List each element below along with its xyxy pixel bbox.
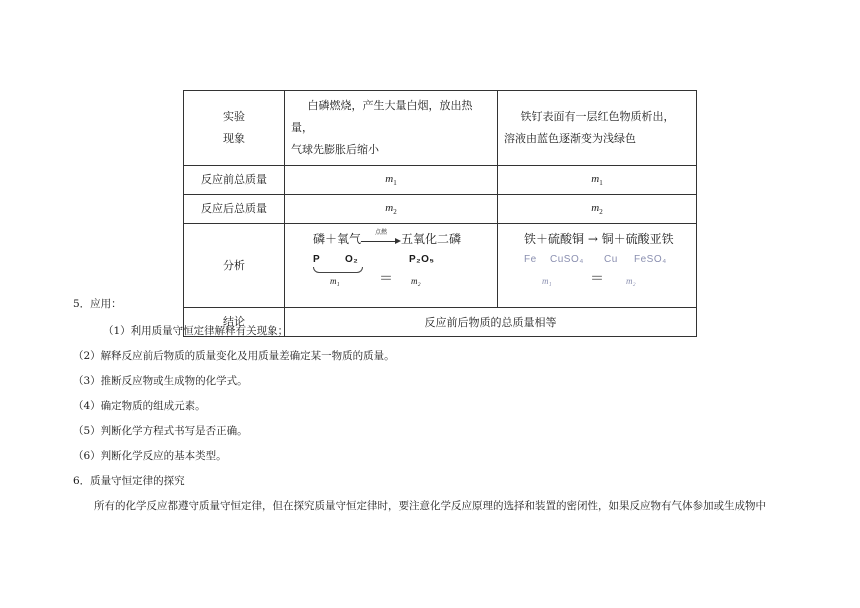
list-item: （3）推断反应物或生成物的化学式。: [73, 375, 248, 387]
analysis-phosphorus: [285, 224, 498, 308]
mass-label-m2: m₂: [626, 276, 636, 286]
formula-p: P: [313, 254, 321, 265]
table-row-phenomenon: [184, 91, 697, 166]
heading-application: 5．应用：: [73, 298, 122, 310]
list-item: （5）判断化学方程式书写是否正确。: [73, 425, 248, 437]
mass-label-m1: m₁: [542, 276, 552, 286]
reaction-arrow: 点燃: [361, 233, 401, 247]
conclusion-text: 反应前后物质的总质量相等: [285, 308, 697, 337]
mass-after-right: $m_2$: [498, 195, 697, 224]
list-item: （2）解释反应前后物质的质量变化及用质量差确定某一物质的质量。: [73, 350, 395, 362]
row-label-conclusion: 结论: [184, 308, 285, 337]
mass-before-left: $m_1$: [285, 166, 498, 195]
row-label-phenomenon: 实验 现象: [184, 91, 285, 166]
phenomenon-phosphorus: 白磷燃烧，产生大量白烟，放出热量， 气球先膨胀后缩小: [285, 91, 498, 166]
row-label-mass-after: 反应后总质量: [184, 195, 285, 224]
table-row-mass-before: [184, 166, 697, 195]
table-row-analysis: [184, 224, 697, 308]
heading-exploration: 6．质量守恒定律的探究: [73, 475, 185, 487]
mass-label-m2: m₂: [411, 276, 421, 286]
analysis-iron: [498, 224, 697, 308]
paragraph-text: 所有的化学反应都遵守质量守恒定律，但在探究质量守恒定律时，要注意化学反应原理的选择和装置的密闭性，如果反应物有气体参加或生成物中: [94, 500, 766, 512]
word-equation-phosphorus: 磷＋氧气 点燃 五氧化二磷: [313, 228, 462, 246]
formula-cuso4: CuSO₄: [550, 254, 584, 265]
formula-feso4: FeSO₄: [634, 254, 667, 265]
word-equation-iron: 铁＋硫酸铜 → 铜＋硫酸亚铁: [524, 232, 674, 246]
experiment-table: [183, 90, 697, 337]
row-label-analysis: 分析: [184, 224, 285, 308]
list-item: （6）判断化学反应的基本类型。: [73, 450, 227, 462]
mass-label-m1: m₁: [330, 276, 340, 286]
table-row-mass-after: [184, 195, 697, 224]
mass-before-right: $m_1$: [498, 166, 697, 195]
phenomenon-iron: 铁钉表面有一层红色物质析出， 溶液由蓝色逐渐变为浅绿色: [498, 91, 697, 166]
formula-p2o5: P₂O₅: [409, 254, 435, 265]
row-label-mass-before: 反应前总质量: [184, 166, 285, 195]
equals-sign: ＝: [379, 271, 393, 287]
formula-cu: Cu: [604, 254, 618, 265]
mass-after-left: $m_2$: [285, 195, 498, 224]
formula-o2: O₂: [345, 254, 359, 265]
list-item: （4）确定物质的组成元素。: [73, 400, 206, 412]
equals-sign: ＝: [590, 271, 604, 287]
list-item: （1）利用质量守恒定律解释有关现象；: [103, 325, 289, 337]
reactant-brace: [313, 267, 363, 273]
formula-fe: Fe: [524, 254, 537, 265]
